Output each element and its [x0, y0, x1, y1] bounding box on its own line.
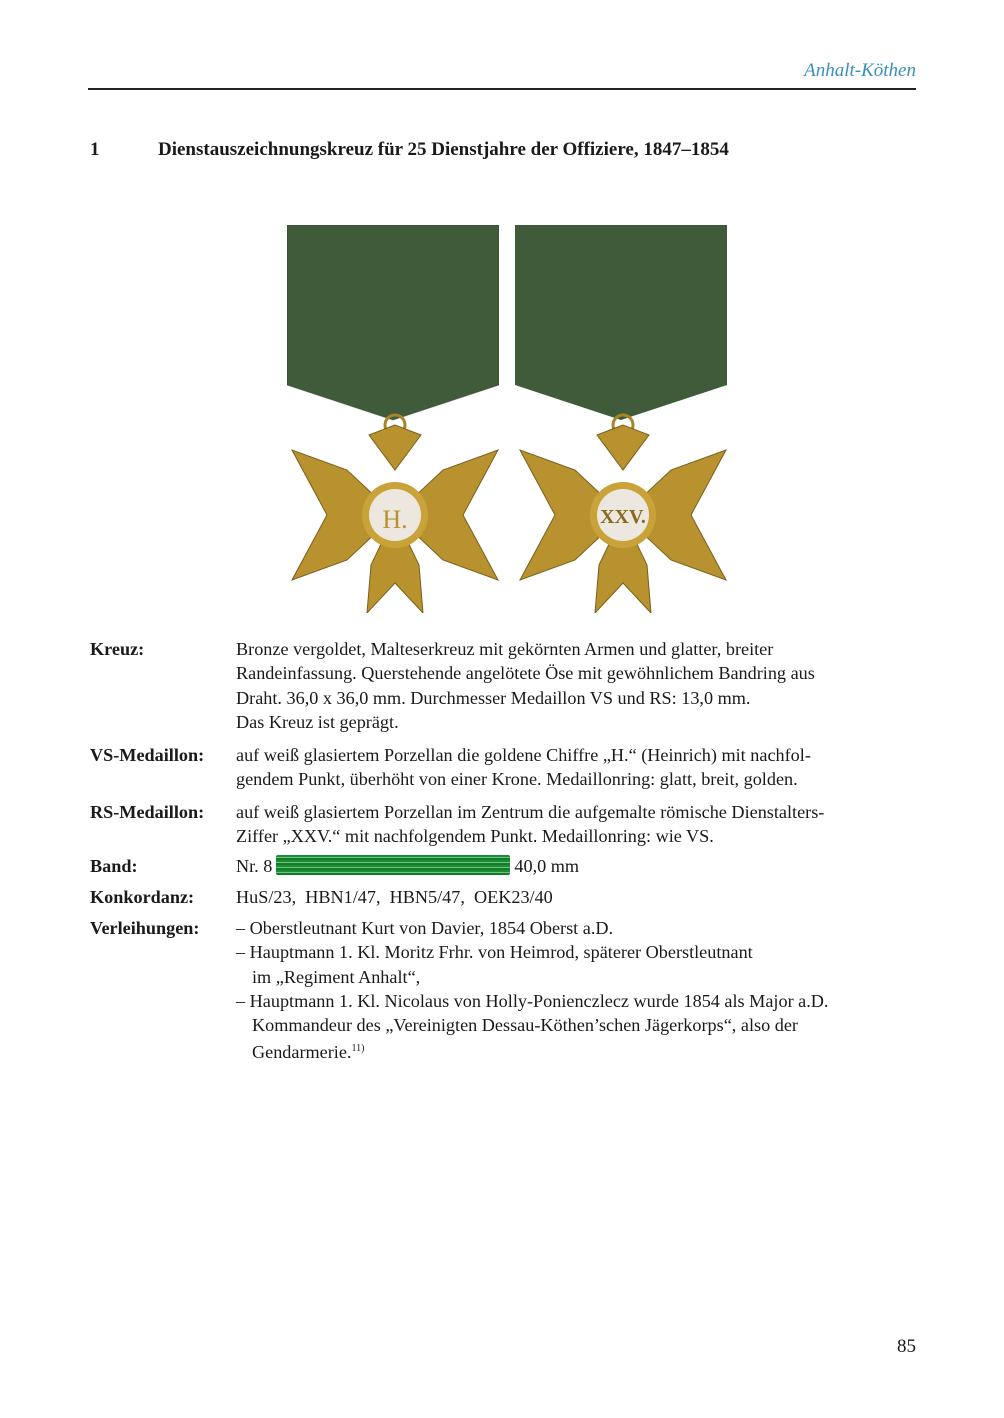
- band-number: Nr. 8: [236, 856, 273, 876]
- field-label: Konkordanz:: [90, 887, 195, 907]
- footnote-marker: 11): [351, 1043, 365, 1055]
- text-line: HuS/23, HBN1/47, HBN5/47, OEK23/40: [236, 887, 553, 907]
- entry-number: 1: [90, 139, 100, 160]
- running-header: Anhalt-Köthen: [804, 60, 916, 81]
- text-line: Das Kreuz ist geprägt.: [236, 711, 399, 732]
- ribbon: [515, 225, 727, 420]
- field-label: Band:: [90, 856, 138, 876]
- text-line: Ziffer „XXV.“ mit nachfolgendem Punkt. Medaillonring: wie VS.: [236, 826, 714, 847]
- text-line: Gendarmerie.: [252, 1042, 352, 1063]
- text-line: Randeinfassung. Querstehende angelötete Öse mit gewöhnlichem Bandring aus: [236, 663, 815, 684]
- header-rule: [88, 88, 916, 90]
- ribbon: [287, 225, 499, 420]
- text-line: – Hauptmann 1. Kl. Moritz Frhr. von Heimrod, späterer Oberstleutnant: [236, 942, 753, 963]
- band-width: 40,0 mm: [514, 856, 580, 876]
- field-label: VS-Medaillon:: [90, 745, 205, 765]
- medal-front-photo: [287, 225, 499, 613]
- text-line: Draht. 36,0 x 36,0 mm. Durchmesser Medaillon VS und RS: 13,0 mm.: [236, 687, 751, 708]
- field-label: Kreuz:: [90, 639, 145, 659]
- text-line: Bronze vergoldet, Malteserkreuz mit gekörnten Armen und glatter, breiter: [236, 639, 774, 659]
- field-label: RS-Medaillon:: [90, 802, 205, 822]
- text-line: gendem Punkt, überhöht von einer Krone. Medaillonring: glatt, breit, golden.: [236, 769, 798, 790]
- page-number: 85: [897, 1336, 916, 1357]
- entry-title: Dienstauszeichnungskreuz für 25 Dienstjahre der Offiziere, 1847–1854: [158, 139, 729, 160]
- text-line: auf weiß glasiertem Porzellan die goldene Chiffre „H.“ (Heinrich) mit nachfol-: [236, 745, 811, 765]
- medal-back-photo: [515, 225, 727, 613]
- text-line: im „Regiment Anhalt“,: [252, 966, 421, 987]
- text-line: auf weiß glasiertem Porzellan im Zentrum die aufgemalte römische Dienstalters-: [236, 802, 825, 822]
- ribbon-swatch: [276, 855, 510, 875]
- text-line: Kommandeur des „Vereinigten Dessau-Köthen’schen Jägerkorps“, also der: [252, 1015, 798, 1036]
- field-label: Verleihungen:: [90, 918, 200, 938]
- text-line: – Hauptmann 1. Kl. Nicolaus von Holly-Ponienczlecz wurde 1854 als Major a.D.: [236, 990, 829, 1011]
- text-line: – Oberstleutnant Kurt von Davier, 1854 Oberst a.D.: [236, 918, 614, 938]
- medallion-numeral: XXV.: [600, 506, 646, 528]
- medallion-cipher: H.: [382, 505, 408, 534]
